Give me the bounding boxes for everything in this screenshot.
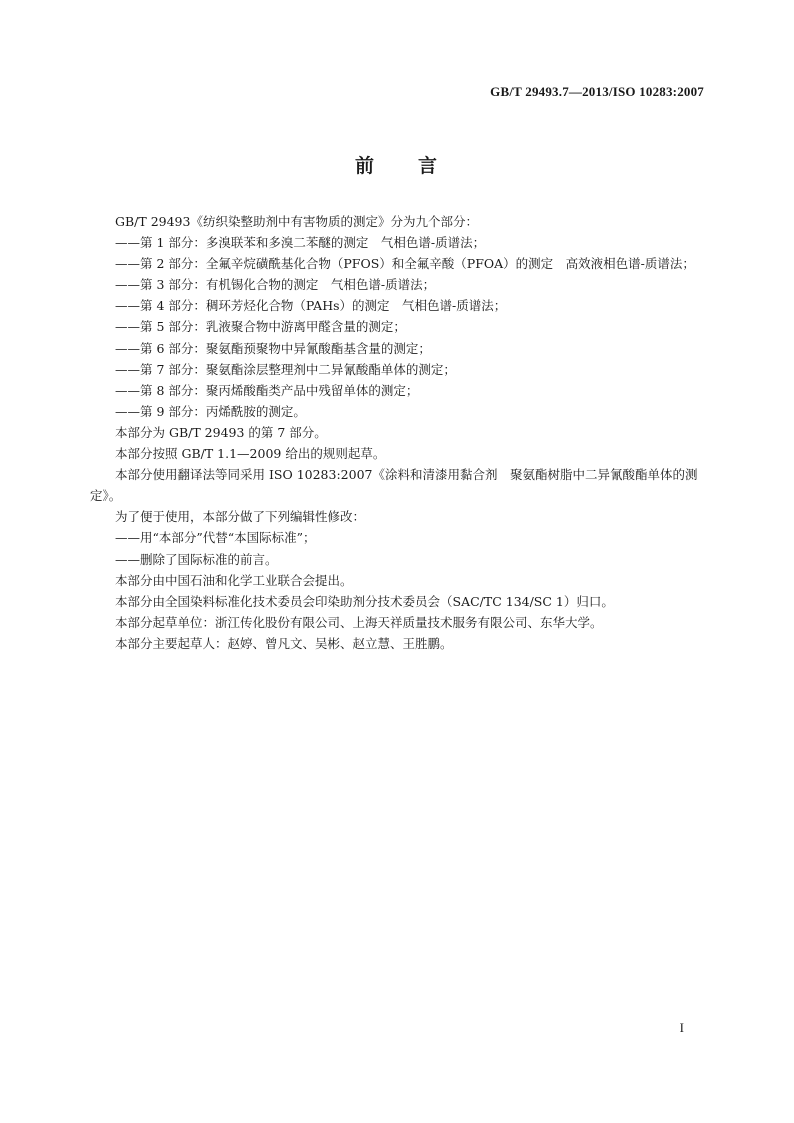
list-item-part-1: ——第 1 部分：多溴联苯和多溴二苯醚的测定 气相色谱-质谱法；: [115, 235, 486, 251]
list-item-part-6: ——第 6 部分：聚氨酯预聚物中异氰酸酯基含量的测定；: [115, 340, 431, 356]
list-item-part-7: ——第 7 部分：聚氨酯涂层整理剂中二异氰酸酯单体的测定；: [115, 361, 456, 377]
paragraph-intro: GB/T 29493《纺织染整助剂中有害物质的测定》分为九个部分：: [115, 214, 478, 229]
list-item-part-4: ——第 4 部分：稠环芳烃化合物（PAHs）的测定 气相色谱-质谱法；: [115, 298, 507, 314]
list-item-part-2: ——第 2 部分：全氟辛烷磺酰基化合物（PFOS）和全氟辛酸（PFOA）的测定 高效液相色谱-质谱法；: [115, 256, 695, 272]
paragraph-editorial-intro: 为了便于使用，本部分做了下列编辑性修改：: [115, 509, 366, 525]
list-item-part-3: ——第 3 部分：有机锡化合物的测定 气相色谱-质谱法；: [115, 277, 436, 293]
page-number: I: [679, 1020, 684, 1035]
paragraph-part-statement: 本部分为 GB/T 29493 的第 7 部分。: [115, 424, 327, 440]
list-item-part-8: ——第 8 部分：聚丙烯酸酯类产品中残留单体的测定；: [115, 382, 419, 398]
list-item-part-9: ——第 9 部分：丙烯酰胺的测定。: [115, 403, 306, 419]
list-item-part-5: ——第 5 部分：乳液聚合物中游离甲醛含量的测定；: [115, 319, 406, 335]
list-item-editorial-1: ——用“本部分”代替“本国际标准”；: [115, 530, 316, 546]
paragraph-committee: 本部分由全国染料标准化技术委员会印染助剂分技术委员会（SAC/TC 134/SC 1）归口。: [115, 593, 614, 609]
list-item-editorial-2: ——删除了国际标准的前言。: [115, 551, 278, 567]
foreword-body: [90, 211, 706, 654]
paragraph-proposer: 本部分由中国石油和化学工业联合会提出。: [115, 572, 353, 588]
paragraph-drafters: 本部分主要起草人：赵婷、曾凡文、吴彬、赵立慧、王胜鹏。: [115, 635, 453, 651]
page-title: 前 言: [354, 155, 439, 177]
paragraph-drafting-units: 本部分起草单位：浙江传化股份有限公司、上海天祥质量技术服务有限公司、东华大学。: [115, 614, 603, 630]
paragraph-drafting-rules: 本部分按照 GB/T 1.1—2009 给出的规则起草。: [115, 446, 386, 462]
standard-code: GB/T 29493.7—2013/ISO 10283:2007: [490, 84, 704, 99]
paragraph-adoption: 本部分使用翻译法等同采用 ISO 10283:2007《涂料和清漆用黏合剂 聚氨酯树脂中二异氰酸酯单体的测定》。: [90, 467, 698, 504]
